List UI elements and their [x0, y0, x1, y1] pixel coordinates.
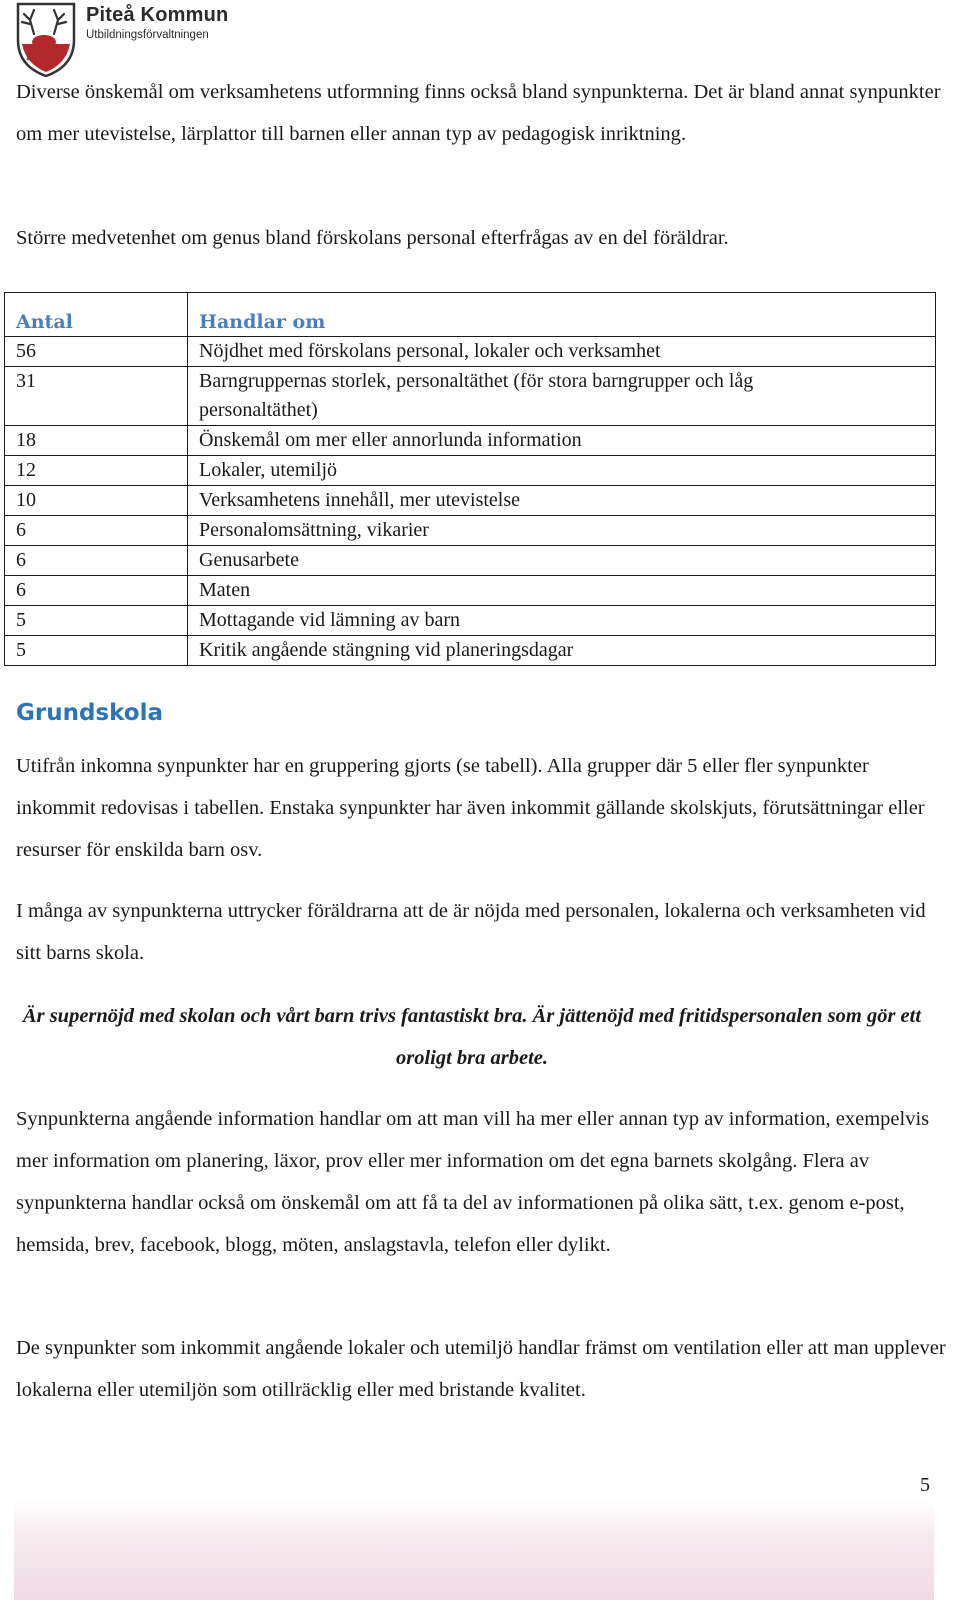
- table-row: [5, 367, 936, 426]
- grundskola-paragraph-1: Utifrån inkomna synpunkter har en gruppering gjorts (se tabell). Alla grupper där 5 eller fler synpunkter inkommit redovisas i tabellen. Enstaka synpunkter har även inkommit gällande skolskjuts, förutsättningar eller resurser för enskilda barn osv.: [16, 755, 925, 861]
- intro-paragraph-2: Större medvetenhet om genus bland förskolans personal efterfrågas av en del föräldrar.: [16, 227, 729, 249]
- topic-cell: Mottagande vid lämning av barn: [188, 606, 936, 636]
- topic-cell: Genusarbete: [188, 546, 936, 576]
- grundskola-paragraph-4: De synpunkter som inkommit angående lokaler och utemiljö handlar främst om ventilation eller att man upplever lokalerna eller utemiljön som otillräcklig eller med bristande kvalitet.: [16, 1337, 946, 1401]
- count-cell: 6: [5, 576, 188, 606]
- topic-cell: Nöjdhet med förskolans personal, lokaler och verksamhet: [188, 337, 936, 367]
- count-cell: 56: [5, 337, 188, 367]
- organization-name: Piteå Kommun: [86, 4, 229, 26]
- count-cell: 10: [5, 486, 188, 516]
- topic-cell: Maten: [188, 576, 936, 606]
- count-cell: 5: [5, 636, 188, 666]
- table-row: [5, 426, 936, 456]
- table-row: [5, 576, 936, 606]
- grundskola-paragraph-2: I många av synpunkterna uttrycker föräldrarna att de är nöjda med personalen, lokalerna och verksamheten vid sitt barns skola.: [16, 900, 926, 964]
- topic-cell: Önskemål om mer eller annorlunda information: [188, 426, 936, 456]
- column-header-topic: Handlar om: [188, 293, 936, 337]
- organization-name-block: [86, 4, 228, 41]
- table-row: [5, 486, 936, 516]
- count-cell: 6: [5, 546, 188, 576]
- section-heading-grundskola: Grundskola: [16, 700, 164, 726]
- municipality-coat-of-arms-icon: [14, 0, 78, 78]
- organization-department: Utbildningsförvaltningen: [86, 29, 209, 41]
- table-header-row: [5, 293, 936, 337]
- page-header: [14, 0, 228, 80]
- table-row: [5, 606, 936, 636]
- topic-cell: Verksamhetens innehåll, mer utevistelse: [188, 486, 936, 516]
- topic-cell: Lokaler, utemiljö: [188, 456, 936, 486]
- table-row: [5, 636, 936, 666]
- count-cell: 5: [5, 606, 188, 636]
- topic-cell: Kritik angående stängning vid planeringsdagar: [188, 636, 936, 666]
- feedback-category-table: [4, 292, 936, 666]
- table-row: [5, 456, 936, 486]
- column-header-count: Antal: [5, 293, 188, 337]
- table-row: [5, 516, 936, 546]
- count-cell: 31: [5, 367, 188, 426]
- topic-cell: Barngruppernas storlek, personaltäthet (för stora barngrupper och låg personaltäthet): [188, 367, 936, 426]
- topic-cell: Personalomsättning, vikarier: [188, 516, 936, 546]
- table-row: [5, 546, 936, 576]
- intro-paragraph-1: Diverse önskemål om verksamhetens utformning finns också bland synpunkterna. Det är bland annat synpunkter om mer utevistelse, lärplattor till barnen eller annan typ av pedagogisk inriktning.: [16, 81, 941, 145]
- parent-quote: Är supernöjd med skolan och vårt barn trivs fantastiskt bra. Är jättenöjd med fritidspersonalen som gör ett oroligt bra arbete.: [22, 1005, 922, 1069]
- table-row: [5, 337, 936, 367]
- page-number: 5: [920, 1474, 930, 1496]
- count-cell: 6: [5, 516, 188, 546]
- count-cell: 18: [5, 426, 188, 456]
- footer-band: [14, 1500, 934, 1600]
- grundskola-paragraph-3: Synpunkterna angående information handlar om att man vill ha mer eller annan typ av information, exempelvis mer information om planering, läxor, prov eller mer information om det egna barnets skolgång. Flera av synpunkterna handlar också om önskemål om att få ta del av informationen på olika sätt, t.ex. genom e-post, hemsida, brev, facebook, blogg, möten, anslagstavla, telefon eller dylikt.: [16, 1108, 930, 1256]
- count-cell: 12: [5, 456, 188, 486]
